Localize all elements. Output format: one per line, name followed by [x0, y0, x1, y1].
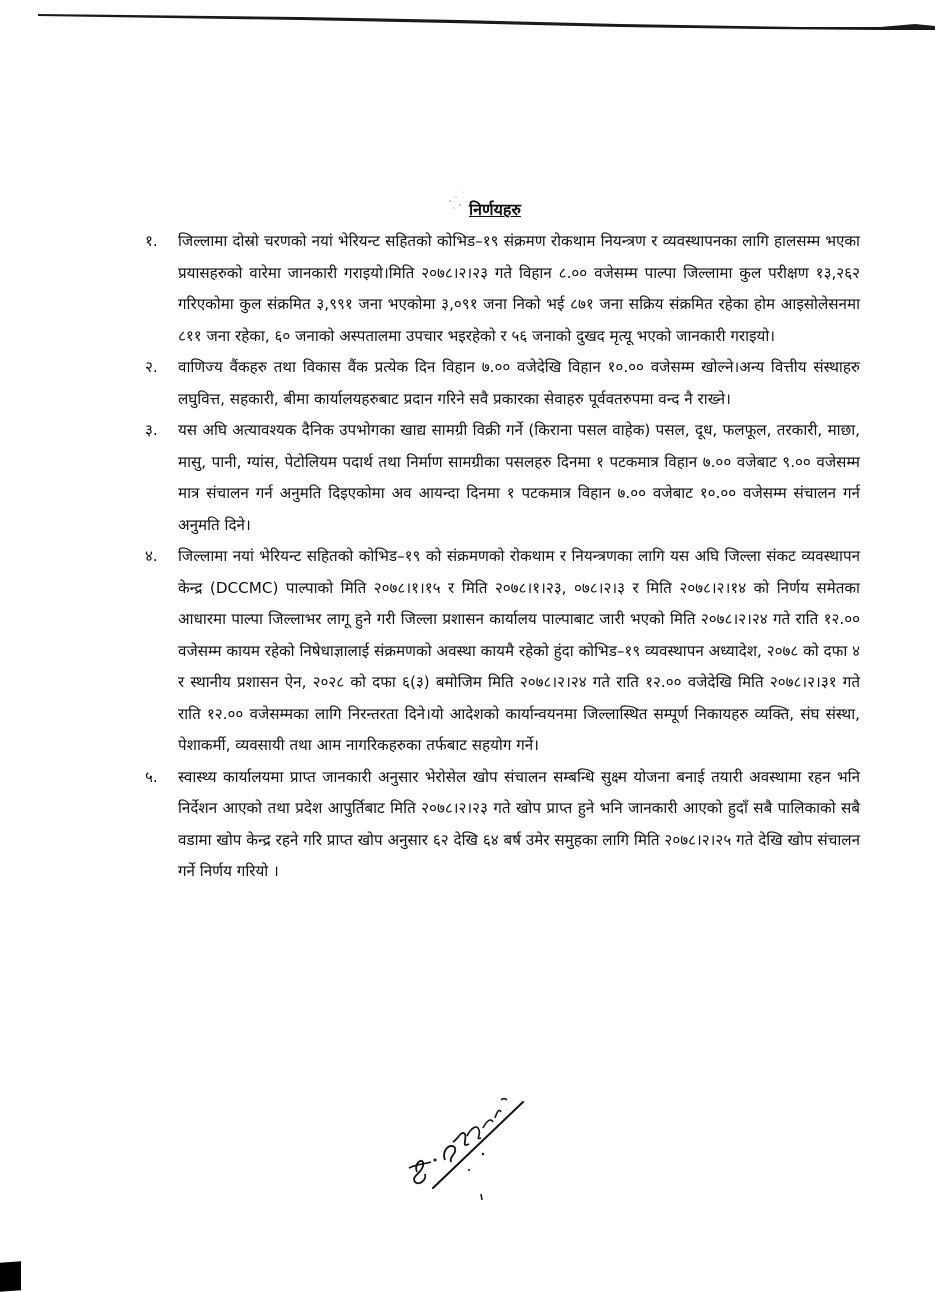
scan-top-border-line [0, 0, 940, 40]
decision-text: जिल्लामा नयां भेरियन्ट सहितको कोभिड–१९ को संक्रमणको रोकथाम र नियन्त्रणका लागि यस अघि जिल्ला संकट व्यवस्थापन केन्द्र (DCCMC) पाल्पाको मिति २०७८।१।१५ र मिति २०७८।१।२३, ०७८।२।३ र मिति २०७८।२।१४ को निर्णय समेतका आधारमा पाल्पा जिल्लाभर लागू हुने गरी जिल्ला प्रशासन कार्यालय पाल्पाबाट जारी भएको मिति २०७८।२।२४ गते राति १२.०० वजेसम्म कायम रहेको निषेधाज्ञालाई संक्रमणको अवस्था कायमै रहेको हुंदा कोभिड–१९ व्यवस्थापन अध्यादेश, २०७८ को दफा ४ र स्थानीय प्रशासन ऐन, २०२८ को दफा ६(३) बमोजिम मिति २०७८।२।२४ गते राति १२.०० वजेदेखि मिति २०७८।२।३१ गते राति १२.०० वजेसम्मका लागि निरन्तरता दिने।यो आदेशको कार्यान्वयनमा जिल्लास्थित सम्पूर्ण निकायहरु व्यक्ति, संघ संस्था, पेशाकर्मी, व्यवसायी तथा आम नागरिकहरुका तर्फबाट सहयोग गर्ने। [178, 547, 860, 754]
decision-item-2 [145, 352, 860, 415]
page-title: निर्णयहरु [469, 200, 521, 219]
decision-item-3 [145, 415, 860, 541]
decision-item-1 [145, 226, 860, 352]
decision-number: ४. [145, 547, 158, 565]
scan-edge-mark [0, 1261, 21, 1291]
decision-number: ५. [145, 767, 158, 786]
decision-item-4 [145, 541, 860, 762]
decision-text: जिल्लामा दोस्रो चरणको नयां भेरियन्ट सहितको कोभिड–१९ संक्रमण रोकथाम नियन्त्रण र व्यवस्थापनका लागि हालसम्म भएका प्रयासहरुको वारेमा जानकारी गराइयो।मिति २०७८।२।२३ गते विहान ८.०० वजेसम्म पाल्पा जिल्लामा कुल परीक्षण १३,२६२ गरिएकोमा कुल संक्रमित ३,९९१ जना भएकोमा ३,०९१ जना निको भई ८७१ जना सक्रिय संक्रमित रहेका होम आइसोलेसनमा ८११ जना रहेका, ६० जनाको अस्पतालमा उपचार भइरहेको र ५६ जनाको दुखद मृत्यू भएको जानकारी गराइयो। [178, 232, 860, 345]
decision-list [145, 226, 860, 888]
decision-number: २. [145, 358, 158, 376]
decision-item-5 [145, 762, 860, 888]
decision-text: वाणिज्य वैंकहरु तथा विकास वैंक प्रत्येक दिन विहान ७.०० वजेदेखि विहान १०.०० वजेसम्म खोल्ने।अन्य वित्तीय संस्थाहरु लघुवित्त, सहकारी, बीमा कार्यालयहरुबाट प्रदान गरिने सवै प्रकारका सेवाहरु पूर्ववतरुपमा वन्द नै राख्ने। [178, 358, 860, 408]
decision-text: यस अघि अत्यावश्यक दैनिक उपभोगका खाद्य सामग्री विक्री गर्ने (किराना पसल वाहेक) पसल, दूध, फलफूल, तरकारी, माछा, मासु, पानी, ग्यांस, पेटोलियम पदार्थ तथा निर्माण सामग्रीका पसलहरु दिनमा १ पटकमात्र विहान ७.०० वजेबाट ९.०० वजेसम्म मात्र संचालन गर्न अनुमति दिइएकोमा अव आयन्दा दिनमा १ पटकमात्र विहान ७.०० वजेबाट १०.०० वजेसम्म संचालन गर्न अनुमति दिने। [178, 421, 860, 534]
decision-number: ३. [145, 421, 158, 439]
handwritten-signature [395, 1090, 535, 1200]
decision-text: स्वास्थ्य कार्यालयमा प्राप्त जानकारी अनुसार भेरोसेल खोप संचालन सम्बन्धि सुक्ष्म योजना बनाई तयारी अवस्थामा रहन भनि निर्देशन आएको तथा प्रदेश आपुर्तिबाट मिति २०७८।२।२३ गते खोप प्राप्त हुने भनि जानकारी आएको हुदाँ सबै पालिकाको सबै वडामा खोप केन्द्र रहने गरि प्राप्त खोप अनुसार ६२ देखि ६४ बर्ष उमेर समुहका लागि मिति २०७८।२।२५ गते देखि खोप संचालन गर्ने निर्णय गरियो । [178, 767, 860, 880]
decision-number: १. [145, 232, 158, 250]
